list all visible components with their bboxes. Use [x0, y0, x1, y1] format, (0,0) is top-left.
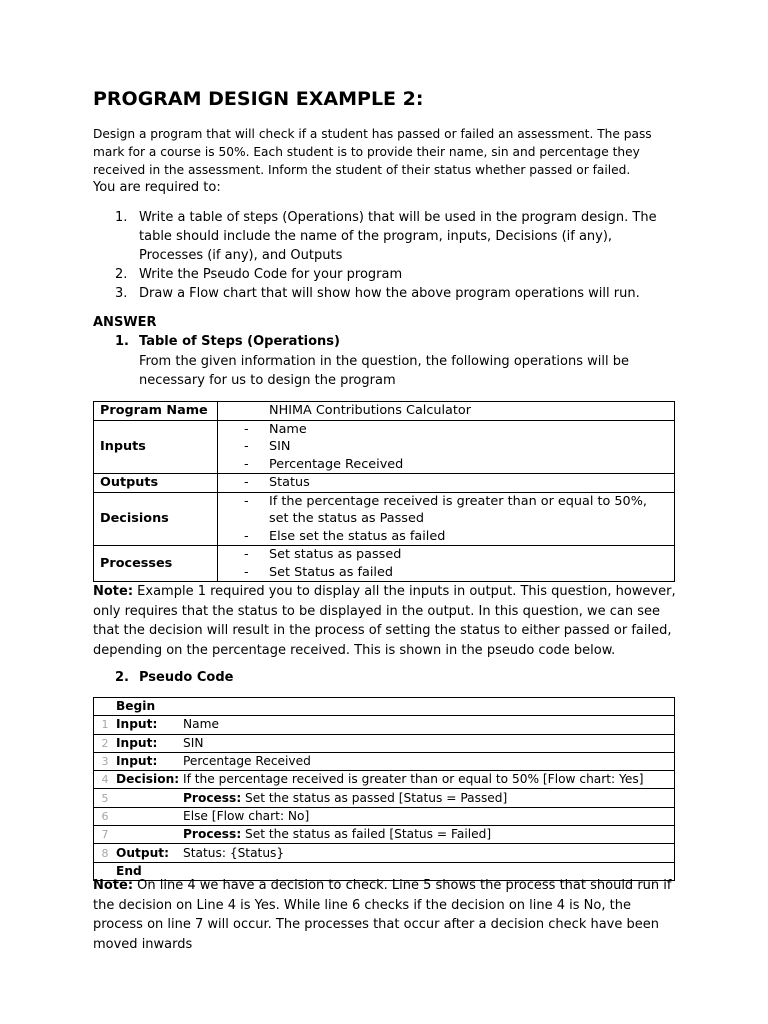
table-row [94, 789, 675, 807]
pseudo-text: If the percentage received is greater than or equal to 50% [Flow chart: Yes] [183, 771, 675, 789]
note-paragraph-1: Note: Example 1 required you to display all the inputs in output. This question, however, only requires that the status to be displayed in the output. In this question, we can see that the decision will result in the process of setting the status to either passed or failed, depending on the percentage received. This is shown in the pseudo code below. [93, 584, 676, 658]
program-name-label: Program Name [94, 402, 218, 421]
pseudo-text: Process: Set the status as failed [Status = Failed] [183, 826, 675, 844]
decisions-label: Decisions [94, 492, 218, 546]
task-list [93, 208, 678, 303]
pseudo-end: End [116, 862, 675, 880]
table-row [94, 402, 675, 421]
pseudo-text: Process: Set the status as passed [Status = Passed] [183, 789, 675, 807]
table-row [94, 734, 675, 752]
table-row [94, 716, 675, 734]
pseudo-text: Else [Flow chart: No] [183, 807, 675, 825]
pseudo-text: SIN [183, 734, 675, 752]
table-row [94, 546, 675, 582]
pseudo-text: Status: {Status} [183, 844, 675, 862]
table-row [94, 698, 675, 716]
list-item: 2. Write the Pseudo Code for your program [115, 267, 403, 282]
processes-value: - Set status as passed - Set Status as failed [218, 546, 675, 582]
inputs-value: - Name - SIN - Percentage Received [218, 420, 675, 474]
pseudo-text: Name [183, 716, 675, 734]
pseudo-code-table [93, 697, 675, 881]
table-row [94, 771, 675, 789]
line-number: 5 [94, 789, 117, 807]
table-row [94, 826, 675, 844]
section2-title: 2. Pseudo Code [115, 670, 234, 685]
line-number: 7 [94, 826, 117, 844]
program-name-value: NHIMA Contributions Calculator [218, 402, 675, 421]
processes-label: Processes [94, 546, 218, 582]
pseudo-keyword: Input: [116, 716, 183, 734]
section1-title: 1. Table of Steps (Operations) [115, 334, 340, 349]
line-number: 6 [94, 807, 117, 825]
line-number: 8 [94, 844, 117, 862]
outputs-value: - Status [218, 474, 675, 493]
list-item: 3. Draw a Flow chart that will show how the above program operations will run. [115, 286, 640, 301]
page-title: PROGRAM DESIGN EXAMPLE 2: [93, 88, 424, 110]
table-row [94, 474, 675, 493]
list-item: 1. Write a table of steps (Operations) that will be used in the program design. The table should include the name of the program, inputs, Decisions (if any), Processes (if any), and Outputs [115, 210, 657, 263]
decisions-value: - If the percentage received is greater than or equal to 50%, set the status as Passed - Else set the status as failed [218, 492, 675, 546]
required-label: You are required to: [93, 180, 221, 195]
pseudo-begin: Begin [116, 698, 675, 716]
pseudo-text: Percentage Received [183, 752, 675, 770]
outputs-label: Outputs [94, 474, 218, 493]
table-row [94, 752, 675, 770]
inputs-label: Inputs [94, 420, 218, 474]
pseudo-keyword: Output: [116, 844, 183, 862]
table-row [94, 420, 675, 474]
pseudo-keyword: Decision: [116, 771, 183, 789]
pseudo-keyword: Input: [116, 752, 183, 770]
pseudo-keyword: Input: [116, 734, 183, 752]
intro-paragraph: Design a program that will check if a student has passed or failed an assessment. The pass mark for a course is 50%. Each student is to provide their name, sin and percentage they received in the assessment. Inform the student of their status whether passed or failed. [93, 127, 652, 177]
line-number: 4 [94, 771, 117, 789]
table-row [94, 844, 675, 862]
table-row [94, 807, 675, 825]
answer-heading: ANSWER [93, 315, 157, 330]
line-number: 2 [94, 734, 117, 752]
steps-table [93, 401, 675, 582]
section1-body: From the given information in the question, the following operations will be necessary for us to design the program [139, 354, 629, 388]
line-number: 3 [94, 752, 117, 770]
note-paragraph-2: Note: On line 4 we have a decision to check. Line 5 shows the process that should run if the decision on Line 4 is Yes. While line 6 checks if the decision on line 4 is No, the process on line 7 will occur. The processes that occur after a decision check have been moved inwards [93, 878, 672, 952]
line-number: 1 [94, 716, 117, 734]
table-row [94, 492, 675, 546]
